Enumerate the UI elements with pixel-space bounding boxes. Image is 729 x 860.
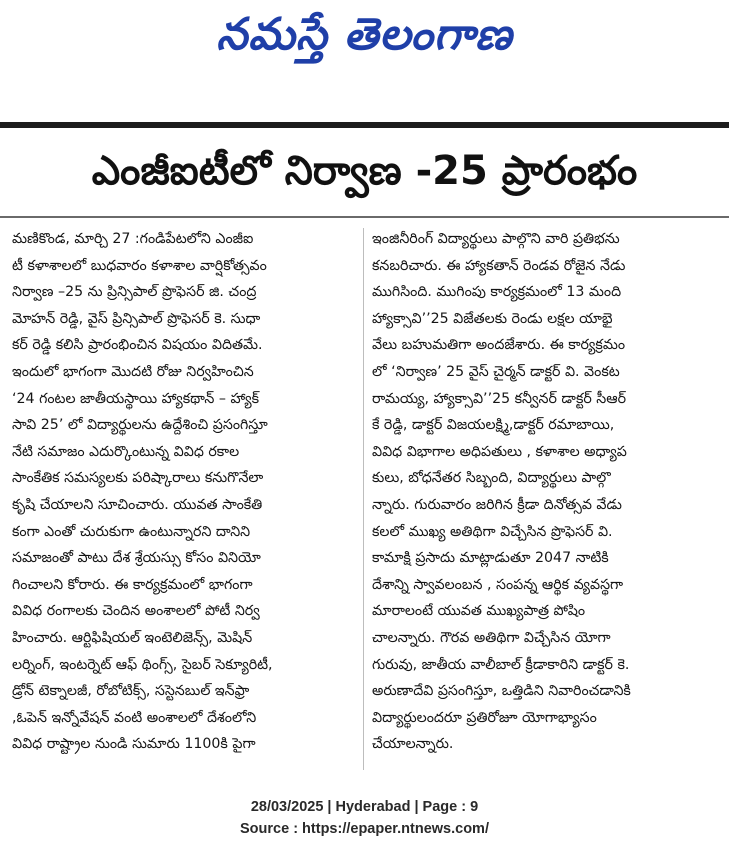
article-text-line: కలలో ముఖ్య అతిథిగా విచ్చేసిన ప్రొఫెసర్ వి. [372,523,613,540]
article-column-right [372,226,722,758]
article-text-line: కనబరిచారు. ఈ హ్యాకతాన్ రెండవ రోజైన నేడు [372,257,626,274]
footer-dateline: 28/03/2025 | Hyderabad | Page : 9 [250,799,479,815]
newspaper-masthead [0,0,729,80]
article-text-line: కర్ రెడ్డి కలిసి ప్రారంభించిన విషయం విదితమే. [12,337,263,354]
article-text-line: మోహన్ రెడ్డి, వైస్ ప్రిన్సిపాల్ ప్రొఫెసర్ కె. సుధా [12,310,261,327]
masthead-title: నమస్తే తెలంగాణ [216,9,513,60]
article-text-line: లో ‘నిర్వాణ’ 25 వైస్ చైర్మన్ డాక్టర్ వి. వెంకట [372,363,620,380]
article-text-line: కృషి చేయాలని సూచించారు. యువత సాంకేతి [12,496,263,513]
article-text-line: మణికొండ, మార్చి 27 :గండిపేటలోని ఎంజీఐ [12,231,254,247]
article-text-line: వివిధ రంగాలకు చెందిన అంశాలలో పోటీ నిర్వ [12,603,260,620]
article-text-line: చాలన్నారు. గౌరవ అతిథిగా విచ్చేసిన యోగా [372,629,611,646]
article-text-line: ‘24 గంటల జాతీయస్థాయి హ్యాకథాన్ – హ్యాక్ [12,390,260,407]
article-text-line: సావి 25’ లో విద్యార్థులను ఉద్దేశించి ప్రసంగిస్తూ [12,417,268,434]
article-text-line: చేయాలన్నారు. [372,736,454,753]
article-text-line: లర్నింగ్, ఇంటర్నెట్ ఆఫ్ థింగ్స్, సైబర్ సెక్యూరిటీ, [12,656,273,673]
article-text-line: కే రెడ్డి, డాక్టర్ విజయలక్ష్మి,డాక్టర్ రమాబాయి, [372,417,615,434]
footer-source: Source : https://epaper.ntnews.com/ [240,821,489,837]
article-text-line: న్నారు. గురువారం జరిగిన క్రీడా దినోత్సవ వేడు [372,496,622,513]
article-text-line: నిర్వాణ –25 ను ప్రిన్సిపాల్ ప్రొఫెసర్ జి. చంద్ర [12,284,257,301]
article-text-line: సాంకేతిక సమస్యలకు పరిష్కారాలు కనుగొనేలా [12,470,264,487]
footer [0,796,729,840]
article-text-line: డ్రోన్ టెక్నాలజీ, రోబోటిక్స్, సస్టెనబుల్ ఇన్‌ఫ్రా [12,683,250,700]
article-text-line: సమాజంతో పాటు దేశ శ్రేయస్సు కోసం వినియో [12,550,261,567]
article-text-line: కామాక్షి ప్రసాదు మాట్లాడుతూ 2047 నాటికి [372,550,609,567]
article-text-line: టీ కళాశాలలో బుధవారం కళాశాల వార్షికోత్సవం [12,257,267,274]
article-text-line: ముగిసింది. ముగింపు కార్యక్రమంలో 13 మంది [372,284,622,301]
article-text-line: వేలు బహుమతిగా అందజేశారు. ఈ కార్యక్రమం [372,337,626,354]
article-text-line: కంగా ఎంతో చురుకుగా ఉంటున్నారని దానిని [12,523,251,540]
column-divider [363,228,364,770]
headline-divider [0,216,729,218]
article-text-line: నేటి సమాజం ఎదుర్కొంటున్న వివిధ రకాల [12,443,240,460]
article-text-line: ఇంజినీరింగ్ విద్యార్థులు పాల్గొని వారి ప్రతిభను [372,231,620,247]
article-text-line: హ్యాక్సావి’’25 విజేతలకు రెండు లక్షల యాభై [372,310,613,327]
masthead-divider [0,122,729,128]
headline-block [0,138,729,214]
article-text-line: ,ఓపెన్ ఇన్నోవేషన్ వంటి అంశాలలో దేశంలోని [12,709,257,726]
article-text-line: హించారు. ఆర్టిఫిషియల్ ఇంటెలిజెన్స్, మెషిన్ [12,629,253,646]
article-text-line: వివిధ రాష్ట్రాల నుండి సుమారు 1100కి పైగా [12,736,256,753]
article-text-line: రామయ్య, హ్యాక్సావి’’25 కన్వీనర్ డాక్టర్ సీఆర్ [372,390,626,407]
article-text-line: దేశాన్ని స్వావలంబన , సంపన్న ఆర్థిక వ్యవస్థగా [372,576,624,593]
article-text-line: అరుణాదేవి ప్రసంగిస్తూ, ఒత్తిడిని నివారించడానికి [372,683,631,700]
article-text-line: విద్యార్థులందరూ ప్రతిరోజూ యోగాభ్యాసం [372,709,597,726]
article-text-line: కులు, బోధనేతర సిబ్బంది, విద్యార్థులు పాల్గొ [372,470,611,487]
article-text-line: మారాలంటే యువత ముఖ్యపాత్ర పోషిం [372,603,586,620]
article-headline: ఎంజీఐటీలో నిర్వాణ -25 ప్రారంభం [91,148,638,194]
article-text-line: ఇందులో భాగంగా మొదటి రోజు నిర్వహించిన [12,363,254,380]
article-text-line: గురువు, జాతీయ వాలీబాల్ క్రీడాకారిని డాక్టర్ కె. [372,656,630,673]
article-column-left [12,226,362,758]
article-text-line: వివిధ విభాగాల అధిపతులు , కళాశాల అధ్యాప [372,443,627,460]
article-text-line: గించాలని కోరారు. ఈ కార్యక్రమంలో భాగంగా [12,576,253,593]
